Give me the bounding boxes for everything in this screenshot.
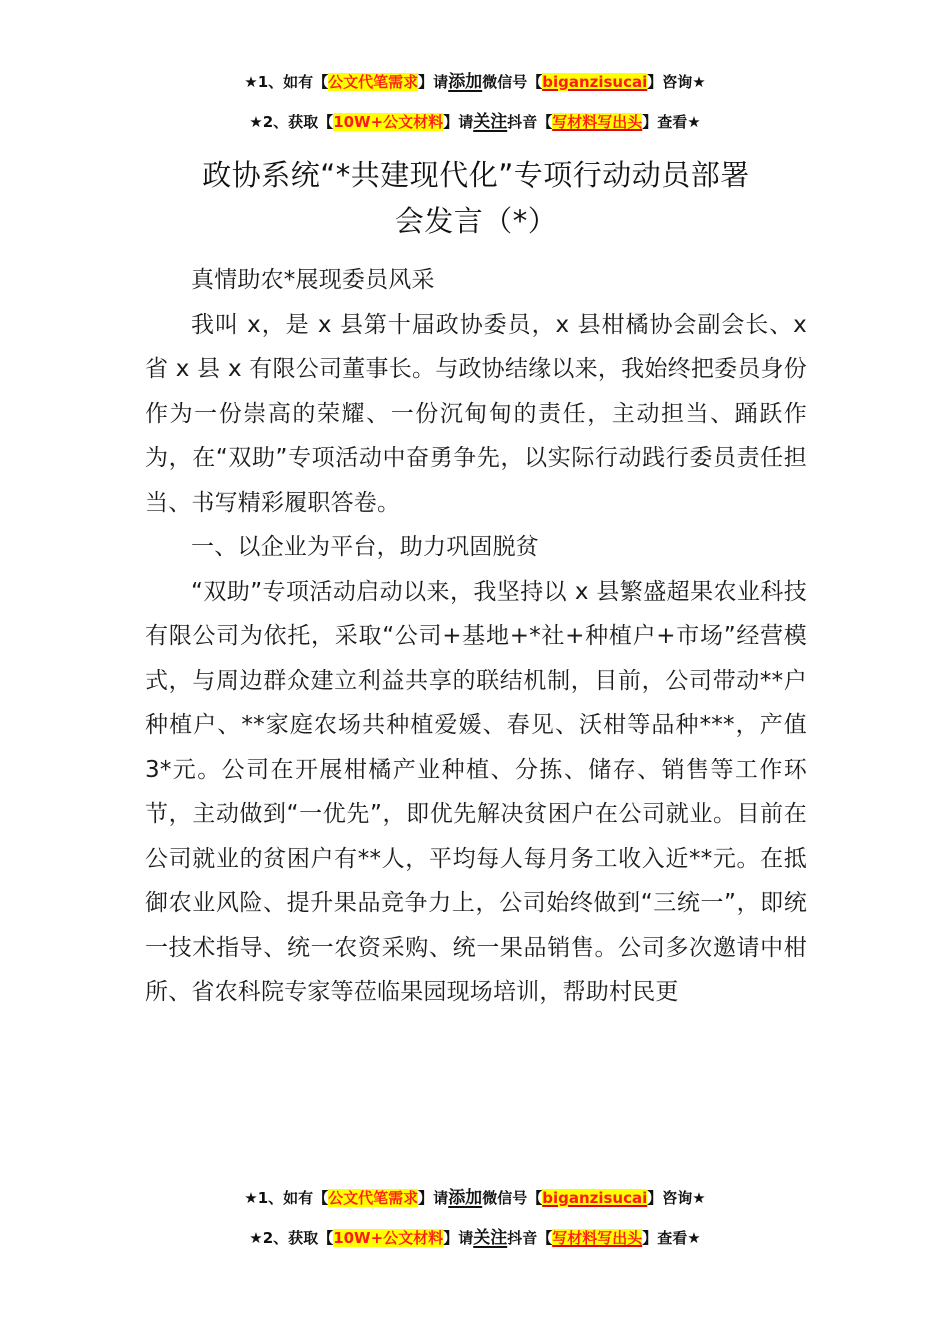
emphasis-follow: 关注 — [473, 1228, 508, 1248]
footer-banner — [0, 1178, 950, 1258]
banner-text: 】请 — [443, 1229, 474, 1247]
title-line-2: 会发言（*） — [394, 204, 558, 238]
document-body — [145, 152, 807, 1015]
banner-text: 】咨询★ — [647, 1189, 706, 1207]
banner-text: 抖音【 — [507, 113, 553, 131]
section-paragraph: “双助”专项活动启动以来，我坚持以 x 县繁盛超果农业科技有限公司为依托，采取“公司+基地+*社+种植户+市场”经营模式，与周边群众建立利益共享的联结机制，目前，公司带动**户种植户、**家庭农场共种植爱媛、春见、沃柑等品种***，产值 3*元。公司在开展柑橘产业种植、分拣、储存、销售等工作环节，主动做到“一优先”，即优先解决贫困户在公司就业。目前在公司就业的贫困户有**人，平均每人每月务工收入近**元。在抵御农业风险、提升果品竞争力上，公司始终做到“三统一”，即统一技术指导、统一农资采购、统一果品销售。公司多次邀请中柑所、省农科院专家等莅临果园现场培训，帮助村民更 — [145, 578, 807, 1005]
highlight-service: 公文代笔需求 — [328, 1189, 419, 1207]
subtitle-paragraph: 真情助农*展现委员风采 — [191, 267, 435, 293]
title-line-1: 政协系统“*共建现代化”专项行动动员部署 — [202, 158, 750, 192]
highlight-service: 公文代笔需求 — [328, 73, 419, 91]
document-title — [135, 152, 817, 244]
banner-text: 微信号【 — [482, 1189, 543, 1207]
banner-text: ★2、获取【 — [249, 113, 334, 131]
banner-text: 】查看★ — [642, 1229, 701, 1247]
douyin-account-link[interactable]: 写材料写出头 — [552, 1229, 643, 1247]
banner-text: 】咨询★ — [647, 73, 706, 91]
banner-text: ★2、获取【 — [249, 1229, 334, 1247]
banner-line-1 — [0, 62, 950, 102]
banner-line-2 — [0, 1218, 950, 1258]
highlight-materials: 10W+公文材料 — [333, 113, 444, 131]
header-banner — [0, 62, 950, 142]
banner-text: 】请 — [418, 73, 449, 91]
emphasis-follow: 关注 — [473, 112, 508, 132]
highlight-materials: 10W+公文材料 — [333, 1229, 444, 1247]
banner-text: 】请 — [418, 1189, 449, 1207]
banner-text: 抖音【 — [507, 1229, 553, 1247]
banner-text: ★1、如有【 — [244, 73, 329, 91]
banner-text: ★1、如有【 — [244, 1189, 329, 1207]
banner-line-2 — [0, 102, 950, 142]
wechat-id-link[interactable]: biganzisucai — [542, 1189, 648, 1207]
intro-paragraph: 我叫 x，是 x 县第十届政协委员，x 县柑橘协会副会长、x 省 x 县 x 有限公司董事长。与政协结缘以来，我始终把委员身份作为一份崇高的荣耀、一份沉甸甸的责任，主动担当、踊跃作为，在“双助”专项活动中奋勇争先，以实际行动践行委员责任担当、书写精彩履职答卷。 — [145, 311, 807, 516]
banner-text: 】请 — [443, 113, 474, 131]
section-heading: 一、以企业为平台，助力巩固脱贫 — [191, 534, 539, 560]
banner-text: 】查看★ — [642, 113, 701, 131]
emphasis-add: 添加 — [448, 72, 483, 92]
emphasis-add: 添加 — [448, 1188, 483, 1208]
banner-text: 微信号【 — [482, 73, 543, 91]
banner-line-1 — [0, 1178, 950, 1218]
wechat-id-link[interactable]: biganzisucai — [542, 73, 648, 91]
douyin-account-link[interactable]: 写材料写出头 — [552, 113, 643, 131]
